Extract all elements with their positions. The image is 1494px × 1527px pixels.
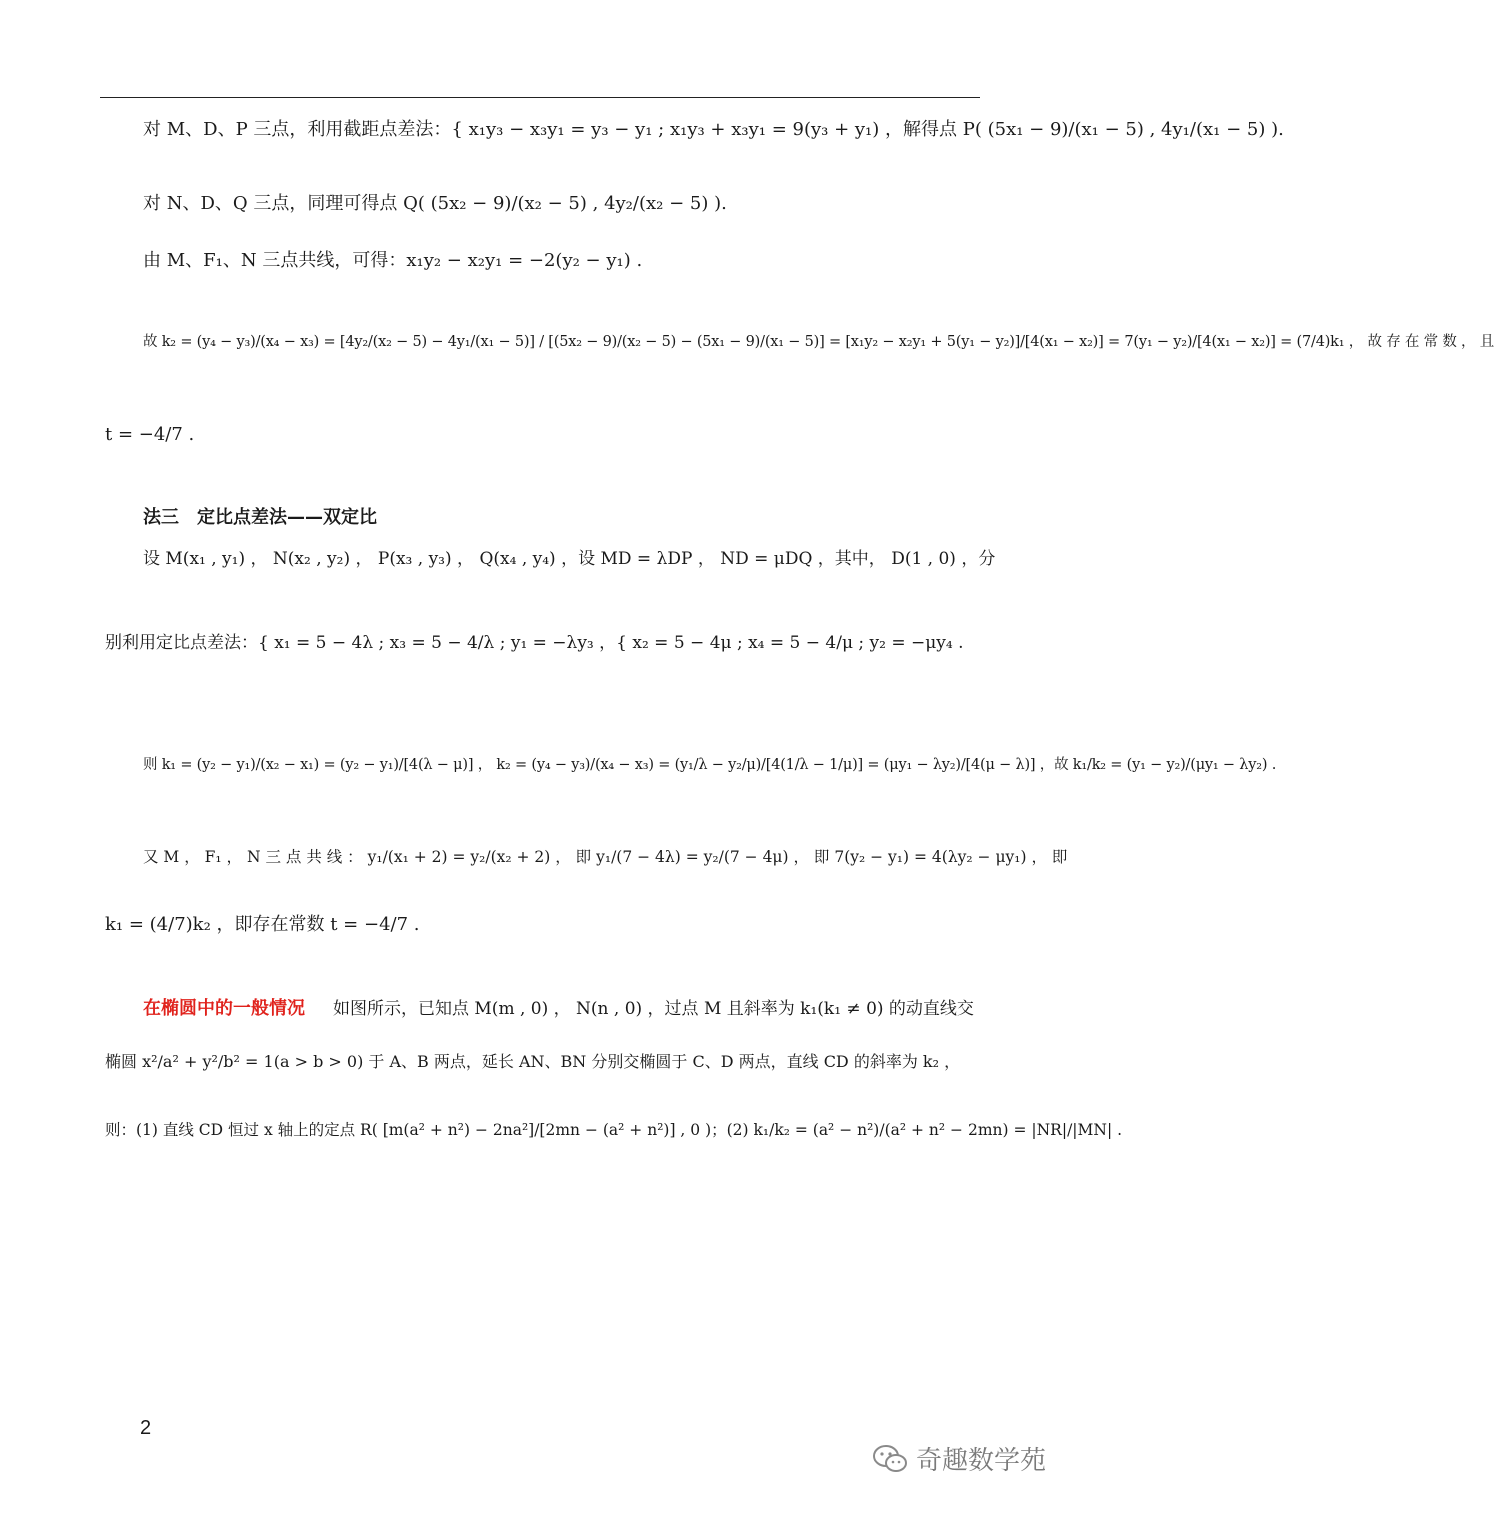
line-3: 由 M、F₁、N 三点共线，可得：x₁y₂ − x₂y₁ = −2(y₂ − y₁) . [143, 250, 643, 271]
line-10: k₁ = (4/7)k₂ ，即存在常数 t = −4/7 . [105, 914, 420, 935]
line-2: 对 N、D、Q 三点，同理可得点 Q( (5x₂ − 9)/(x₂ − 5) , 4y₂/(x₂ − 5) ). [143, 193, 727, 214]
line-1: 对 M、D、P 三点，利用截距点差法：{ x₁y₃ − x₃y₁ = y₃ − y₁ ; x₁y₃ + x₃y₁ = 9(y₃ + y₁) ，解得点 P( (5x₁ − 9)/(x₁ − 5) , 4y₁/(x₁ − 5) ). [143, 119, 1284, 140]
line-12: 椭圆 x²/a² + y²/b² = 1(a > b > 0) 于 A、B 两点，延长 AN、BN 分别交椭圆于 C、D 两点，直线 CD 的斜率为 k₂ ， [105, 1052, 961, 1071]
line-9: 又 M ， F₁ ， N 三 点 共 线 ： y₁/(x₁ + 2) = y₂/(x₂ + 2) ， 即 y₁/(7 − 4λ) = y₂/(7 − 4μ) ， 即 7(y₂ − y₁) = 4(λy₂ − μy₁) ， 即 [143, 848, 1068, 866]
page-number: 2 [140, 1417, 152, 1439]
line-6: 设 M(x₁ , y₁) ， N(x₂ , y₂) ， P(x₃ , y₃) ， Q(x₄ , y₄) ，设 MD = λDP ， ND = μDQ ，其中， D(1 , 0) ，分 [143, 549, 996, 569]
line-13: 则：(1) 直线 CD 恒过 x 轴上的定点 R( [m(a² + n²) − 2na²]/[2mn − (a² + n²)] , 0 )；(2) k₁/k₂ = (a² − n²)/(a² + n² − 2mn) = |NR|/|MN| . [105, 1121, 1123, 1139]
line-11: 如图所示，已知点 M(m , 0) ， N(n , 0) ，过点 M 且斜率为 k₁(k₁ ≠ 0) 的动直线交 [333, 999, 974, 1019]
line-8: 则 k₁ = (y₂ − y₁)/(x₂ − x₁) = (y₂ − y₁)/[4(λ − μ)] ， k₂ = (y₄ − y₃)/(x₄ − x₃) = (y₁/λ − y₂/μ)/[4(1/λ − 1/μ)] = (μy₁ − λy₂)/[4(μ − λ)] ，故 k₁/k₂ = (y₁ − y₂)/(μy₁ − λy₂) . [143, 757, 1277, 773]
section-heading: 法三 定比点差法——双定比 [143, 507, 377, 528]
line-7: 别利用定比点差法：{ x₁ = 5 − 4λ ; x₃ = 5 − 4/λ ; y₁ = −λy₃ ，{ x₂ = 5 − 4μ ; x₄ = 5 − 4/μ ; y₂ = −μy₄ . [105, 633, 964, 653]
watermark-text: 奇趣数学苑 [916, 1446, 1047, 1476]
header-rule [100, 97, 980, 98]
watermark [872, 1440, 1046, 1477]
line-5: t = −4/7 . [105, 424, 195, 445]
general-case-title: 在椭圆中的一般情况 [143, 998, 305, 1019]
line-4: 故 k₂ = (y₄ − y₃)/(x₄ − x₃) = [4y₂/(x₂ − 5) − 4y₁/(x₁ − 5)] / [(5x₂ − 9)/(x₂ − 5) − (5x₁ − 9)/(x₁ − 5)] = [x₁y₂ − x₂y₁ + 5(y₁ − y₂)]/[4(x₁ − x₂)] = 7(y₁ − y₂)/[4(x₁ − x₂)] = (7/4)k₁ ， 故 存 在 常 数 ， 且 [143, 334, 1494, 350]
wechat-icon [872, 1443, 908, 1475]
